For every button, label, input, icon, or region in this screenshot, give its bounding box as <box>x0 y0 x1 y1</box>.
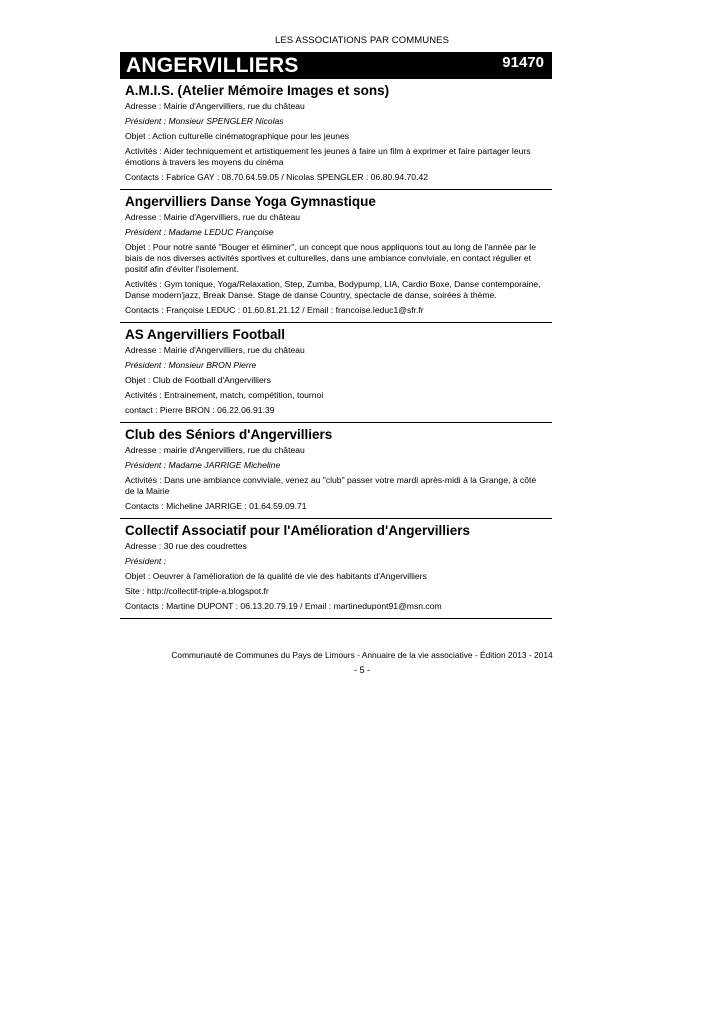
association-objet: Objet : Action culturelle cinématographique pour les jeunes <box>125 131 350 141</box>
association-name: Collectif Associatif pour l'Amélioration d'Angervilliers <box>125 523 470 538</box>
association-contacts: Contacts : Fabrice GAY : 08.70.64.59.05 / Nicolas SPENGLER : 06.80.94.70.42 <box>125 172 429 182</box>
association-president: Président : Monsieur SPENGLER Nicolas <box>125 116 284 126</box>
postal-code: 91470 <box>502 54 544 71</box>
association-activites: Activités : Aider techniquement et artistiquement les jeunes à faire un film à exprimer et faire partager leurs émotions à travers les moyens du cinéma <box>125 146 531 167</box>
commune-banner <box>120 52 552 79</box>
association-contacts: Contacts : Françoise LEDUC : 01.60.81.21.12 / Email : francoise.leduc1@sfr.fr <box>125 305 424 315</box>
association-name: AS Angervilliers Football <box>125 327 286 342</box>
association-address: Adresse : Mairie d'Angervilliers, rue du château <box>125 345 305 355</box>
association-address: Adresse : Mairie d'Agervilliers, rue du château <box>125 212 301 222</box>
association-objet: Objet : Pour notre santé "Bouger et éliminer", un concept que nous appliquons tout au long de l'année par le biais de nos diverses activités sportives et culturelles, dans une ambiance conviviale, en contact régulier et positif afin d'éviter l'isolement. <box>125 242 536 274</box>
association-address: Adresse : mairie d'Angervilliers, rue du château <box>125 445 305 455</box>
association-activites: Activités : Dans une ambiance conviviale, venez au "club" passer votre mardi après-midi à la Grange, à côté de la Mairie <box>125 475 537 496</box>
association-contacts: Contacts : Micheline JARRIGE : 01.64.59.09.71 <box>125 501 307 511</box>
association-site: Site : http://collectif-triple-a.blogspot.fr <box>125 586 269 596</box>
association-contacts: Contacts : Martine DUPONT : 06.13.20.79.19 / Email : martinedupont91@msn.com <box>125 601 442 611</box>
association-president: Président : <box>125 556 167 566</box>
running-header: LES ASSOCIATIONS PAR COMMUNES <box>274 35 450 46</box>
association-objet: Objet : Oeuvrer à l'amélioration de la qualité de vie des habitants d'Angervilliers <box>125 571 427 581</box>
association-entry-amis <box>120 82 552 190</box>
association-objet: Objet : Club de Football d'Angervilliers <box>125 375 271 385</box>
association-president: Président : Madame JARRIGE Micheline <box>125 460 281 470</box>
association-contacts: contact : Pierre BRON : 06.22.06.91.39 <box>125 405 275 415</box>
association-name: Angervilliers Danse Yoga Gymnastique <box>125 194 376 209</box>
association-activites: Activités : Gym tonique, Yoga/Relaxation, Step, Zumba, Bodypump, LIA, Cardio Boxe, Danse contemporaine, Danse modern'jazz, Break Danse. Stage de danse Country, spectacle de danse, soirées à thème. <box>125 279 541 300</box>
association-entry-collectif <box>120 522 552 619</box>
association-address: Adresse : Mairie d'Angervilliers, rue du château <box>125 101 305 111</box>
page-footer: Communauté de Communes du Pays de Limours - Annuaire de la vie associative - Édition 2013 - 2014 <box>171 650 553 660</box>
association-entry-danse-yoga <box>120 193 552 323</box>
association-president: Président : Madame LEDUC Françoise <box>125 227 274 237</box>
association-entry-football <box>120 326 552 423</box>
association-activites: Activités : Entrainement, match, compétition, tournoi <box>125 390 324 400</box>
association-president: Président : Monsieur BRON Pierre <box>125 360 257 370</box>
commune-name: ANGERVILLIERS <box>126 54 299 77</box>
page-number: - 5 - <box>353 665 370 675</box>
association-name: Club des Séniors d'Angervilliers <box>125 427 333 442</box>
association-entry-seniors <box>120 426 552 519</box>
association-name: A.M.I.S. (Atelier Mémoire Images et sons) <box>125 83 390 98</box>
associations-list <box>120 82 552 622</box>
association-address: Adresse : 30 rue des coudrettes <box>125 541 247 551</box>
